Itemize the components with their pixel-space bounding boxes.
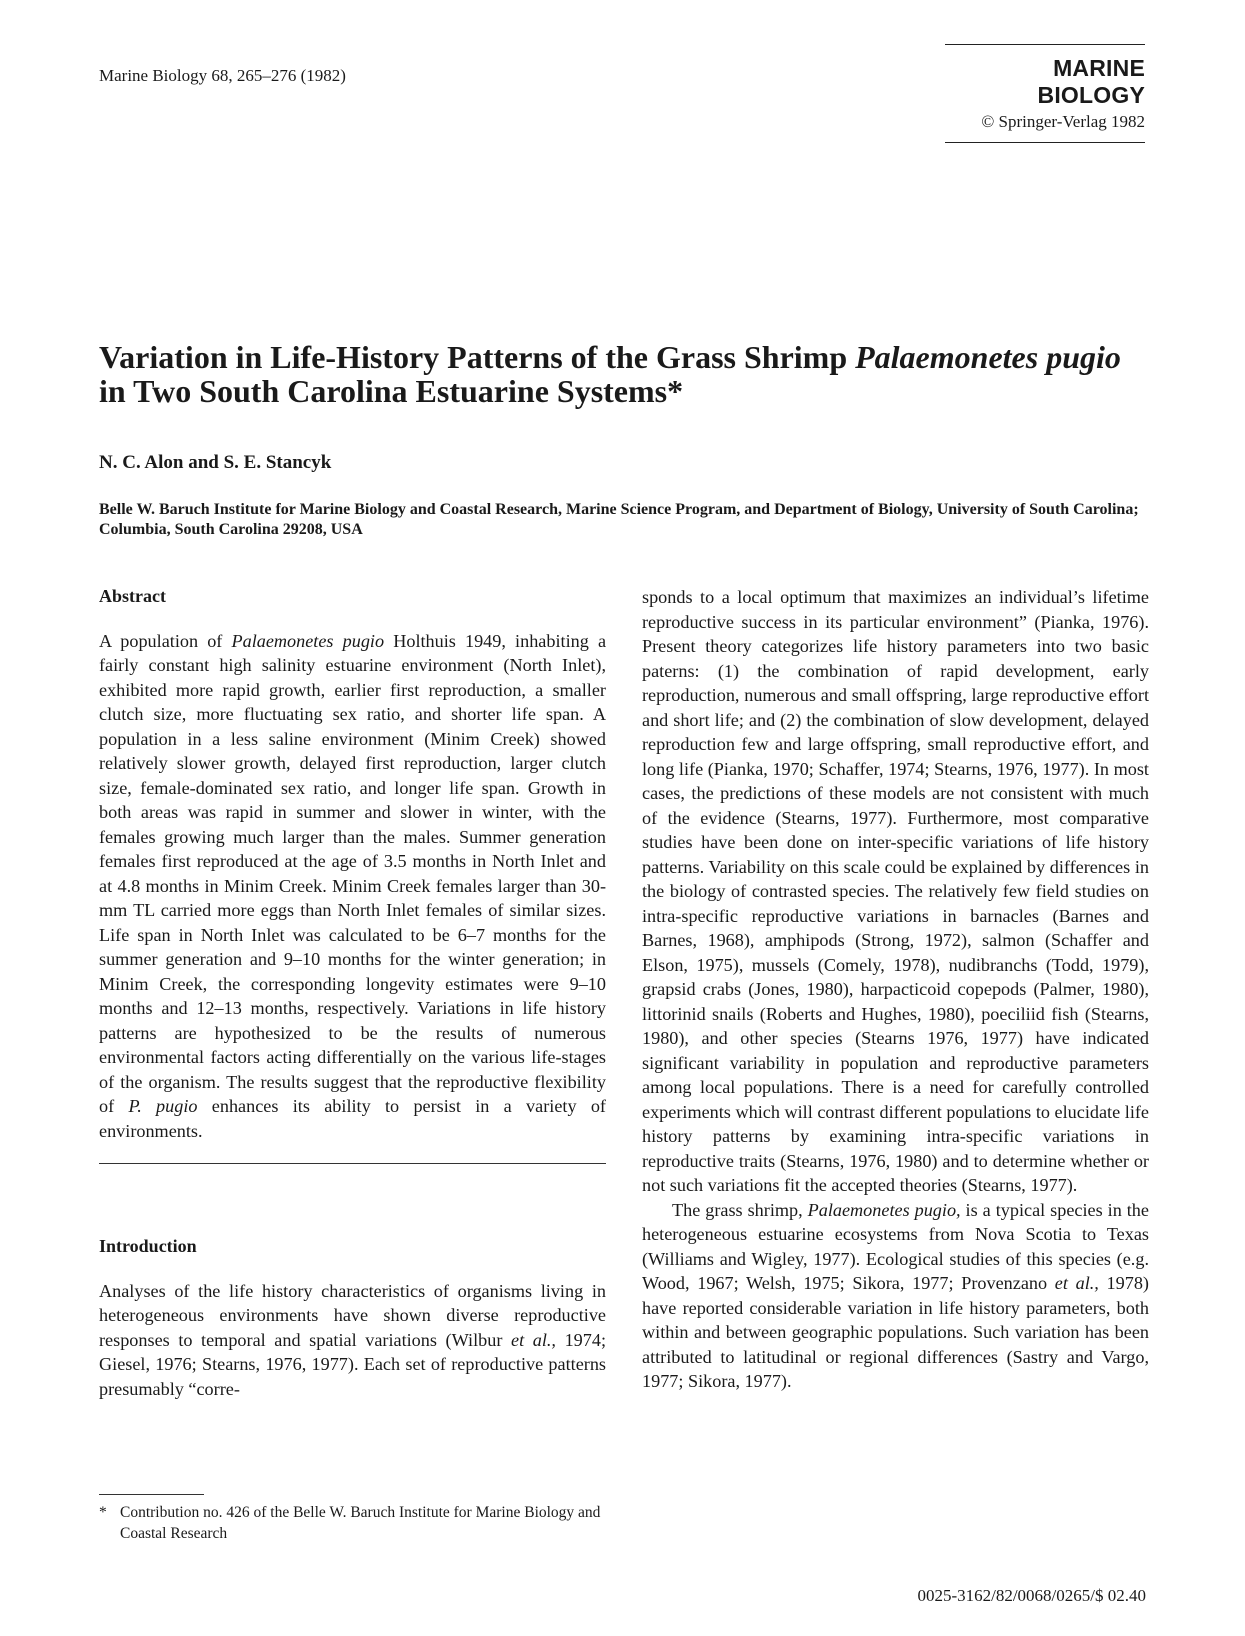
author-list: N. C. Alon and S. E. Stancyk: [99, 452, 332, 473]
abstract-heading: Abstract: [99, 586, 166, 606]
introduction-paragraph-left: [99, 1279, 606, 1402]
introduction-paragraph-right-1: sponds to a local optimum that maximizes an individual’s lifetime reproductive success in its particular environment” (Pianka, 1976). Present theory categorizes life history parameters into two basic paterns: (1) the combination of rapid development, early reproduction, numerous and small offspring, large reproductive effort and short life; and (2) the combination of slow development, delayed reproduction few and large offspring, small reproductive effort, and long life (Pianka, 1970; Schaffer, 1974; Stearns, 1976, 1977). In most cases, the predictions of these models are not consistent with much of the evidence (Stearns, 1977). Furthermore, most comparative studies have been done on inter-specific variations of life history patterns. Variability on this scale could be explained by differences in the biology of contrasted species. The relatively few field studies on intra-specific reproductive variations in barnacles (Barnes and Barnes, 1968), amphipods (Strong, 1972), salmon (Schaffer and Elson, 1975), mussels (Comely, 1978), nudibranchs (Todd, 1979), grapsid crabs (Jones, 1980), harpacticoid copepods (Palmer, 1980), littorinid snails (Roberts and Hughes, 1980), poeciliid fish (Stearns, 1980), and other species (Stearns 1976, 1977) have indicated significant variability in population and reproductive parameters among local populations. There is a need for carefully controlled experiments which will contrast different populations to elucidate life history patterns by examining intra-specific variations in reproductive traits (Stearns, 1976, 1980) and to determine whether or not such variations fit the accepted theories (Stearns, 1977).: [642, 587, 1149, 1195]
intro-text-1: Analyses of the life history characteristics of organisms living in heterogeneous environments have shown diverse reproductive responses to temporal and spatial variations (Wilbur: [99, 1280, 606, 1350]
article-code: 0025-3162/82/0068/0265/$ 02.40: [917, 1586, 1146, 1605]
journal-name: MARINE BIOLOGY: [1037, 55, 1145, 108]
introduction-paragraph-right-2: [642, 1198, 1149, 1394]
article-title: [99, 340, 1149, 408]
copyright-notice: © Springer-Verlag 1982: [981, 112, 1145, 131]
masthead-bottom-rule: [945, 142, 1145, 143]
intro-text-4: is a typical species in the heterogeneous estuarine ecosystems from Nova Scotia to Texas (Williams and Wigley, 1977). Ecological studies of this species (e.g. Wood, 1967; Welsh, 1975; Sikora, 1977; Provenzano: [642, 1199, 1149, 1293]
intro-et-al-1: et al.,: [511, 1329, 556, 1350]
masthead-top-rule: [945, 44, 1145, 45]
introduction-heading: Introduction: [99, 1236, 197, 1256]
author-affiliation: Belle W. Baruch Institute for Marine Biology and Coastal Research, Marine Science Program, and Department of Biology, University of South Carolina; Columbia, South Carolina 29208, USA: [99, 501, 1139, 538]
journal-citation: Marine Biology 68, 265–276 (1982): [99, 66, 346, 85]
abstract-divider: [99, 1163, 606, 1164]
intro-text-3: The grass shrimp,: [672, 1199, 808, 1220]
abstract-paragraph: [99, 629, 606, 1144]
title-tail-text: in Two South Carolina Estuarine Systems: [99, 373, 668, 409]
intro-et-al-2: et al.,: [1054, 1273, 1099, 1293]
abstract-species-abbrev: P. pugio: [128, 1096, 198, 1116]
intro-text-2: 1974; Giesel, 1976; Stearns, 1976, 1977). Each set of reproductive patterns presumably “corre-: [99, 1329, 606, 1399]
journal-masthead: [945, 44, 1145, 143]
abstract-species-name: Palaemonetes pugio: [231, 630, 385, 651]
title-species-name: Palaemonetes pugio: [855, 339, 1121, 375]
footnote-divider: [99, 1494, 204, 1495]
right-column: [642, 585, 1149, 1394]
intro-text-5: 1978) have reported considerable variation in life history parameters, both within and between geographic populations. Such variation has been attributed to latitudinal or regional differences (Sastry and Vargo, 1977; Sikora, 1977).: [642, 1273, 1149, 1391]
intro-species-name: Palaemonetes pugio,: [807, 1199, 961, 1220]
left-column: [99, 584, 606, 1401]
abstract-text-1: A population of: [99, 630, 232, 651]
abstract-text-2: Holthuis 1949, inhabiting a fairly constant high salinity estuarine environment (North Inlet), exhibited more rapid growth, earlier first reproduction, a smaller clutch size, more fluctuating sex ratio, and shorter life span. A population in a less saline environment (Minim Creek) showed relatively slower growth, delayed first reproduction, larger clutch size, female-dominated sex ratio, and longer life span. Growth in both areas was rapid in summer and slower in winter, with the females growing much larger than the males. Summer generation females first reproduced at the age of 3.5 months in North Inlet and at 4.8 months in Minim Creek. Minim Creek females larger than 30-mm TL carried more eggs than North Inlet females of similar sizes. Life span in North Inlet was calculated to be 6–7 months for the summer generation and 9–10 months for the winter generation; in Minim Creek, the corresponding longevity estimates were 9–10 months and 12–13 months, respectively. Variations in life history patterns are hypothesized to be the results of numerous environmental factors acting differentially on the various life-stages of the organism. The results suggest that the reproductive flexibility of: [99, 630, 607, 1116]
title-main-text: Variation in Life-History Patterns of the Grass Shrimp: [99, 339, 856, 375]
footnote: [99, 1502, 606, 1544]
footnote-text: Contribution no. 426 of the Belle W. Baruch Institute for Marine Biology and Coastal Research: [120, 1504, 601, 1542]
footnote-mark: *: [99, 1504, 107, 1521]
title-footnote-mark: *: [667, 373, 684, 409]
abstract-text-3: enhances its ability to persist in a variety of environments.: [99, 1096, 606, 1141]
